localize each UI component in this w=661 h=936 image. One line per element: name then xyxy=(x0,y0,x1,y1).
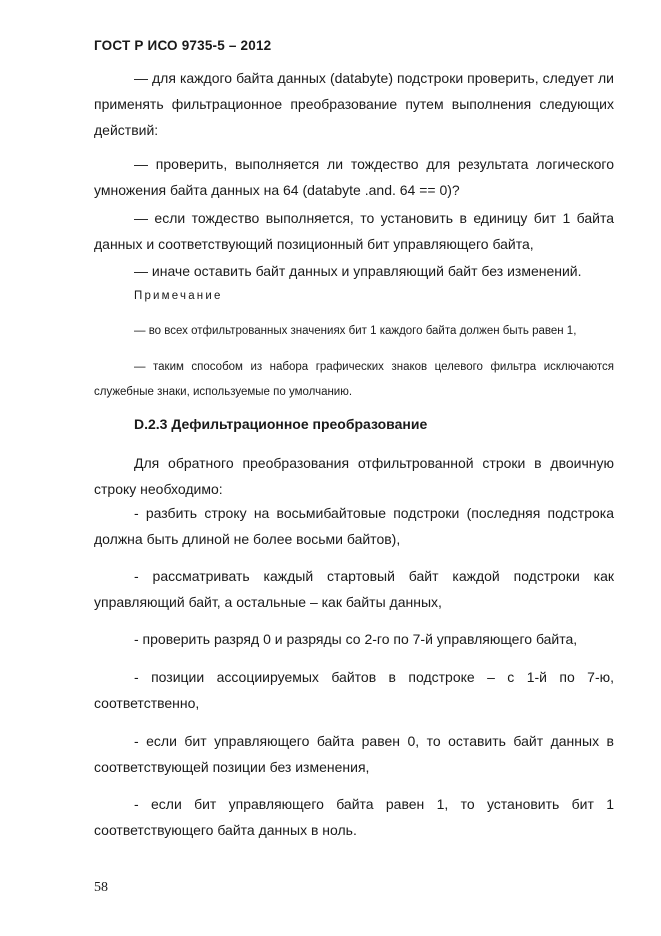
paragraph-check-databyte: — для каждого байта данных (databyte) подстроки проверить, следует ли применять фильтрационное преобразование путем выполнения следующих действий: xyxy=(94,70,614,138)
document-header: ГОСТ Р ИСО 9735-5 – 2012 xyxy=(94,38,272,53)
list-item: - позиции ассоциируемых байтов в подстроке – с 1-й по 7-ю, соответственно, xyxy=(94,669,614,711)
note-label: Примечание xyxy=(134,290,223,302)
section-intro: Для обратного преобразования отфильтрованной строки в двоичную строку необходимо: xyxy=(94,455,614,497)
paragraph-otherwise: — иначе оставить байт данных и управляющий байт без изменений. xyxy=(134,263,582,279)
note-item-1: — во всех отфильтрованных значениях бит 1 каждого байта должен быть равен 1, xyxy=(134,325,577,337)
list-item: - если бит управляющего байта равен 1, то установить бит 1 соответствующего байта данных в ноль. xyxy=(94,796,614,838)
paragraph-set-bit: — если тождество выполняется, то установить в единицу бит 1 байта данных и соответствующий позиционный бит управляющего байта, xyxy=(94,210,614,252)
note-item-2: — таким способом из набора графических знаков целевого фильтра исключаются служебные знаки, используемые по умолчанию. xyxy=(94,361,614,398)
list-item: - рассматривать каждый стартовый байт каждой подстроки как управляющий байт, а остальные – как байты данных, xyxy=(94,568,614,610)
list-item: - если бит управляющего байта равен 0, то оставить байт данных в соответствующей позиции без изменения, xyxy=(94,733,614,775)
list-item: - разбить строку на восьмибайтовые подстроки (последняя подстрока должна быть длиной не более восьми байтов), xyxy=(94,505,614,547)
paragraph-check-identity: — проверить, выполняется ли тождество для результата логического умножения байта данных на 64 (databyte .and. 64 == 0)? xyxy=(94,156,614,198)
page-number: 58 xyxy=(94,880,108,895)
section-title: D.2.3 Дефильтрационное преобразование xyxy=(134,416,428,432)
list-item: - проверить разряд 0 и разряды со 2-го по 7-й управляющего байта, xyxy=(134,631,578,647)
